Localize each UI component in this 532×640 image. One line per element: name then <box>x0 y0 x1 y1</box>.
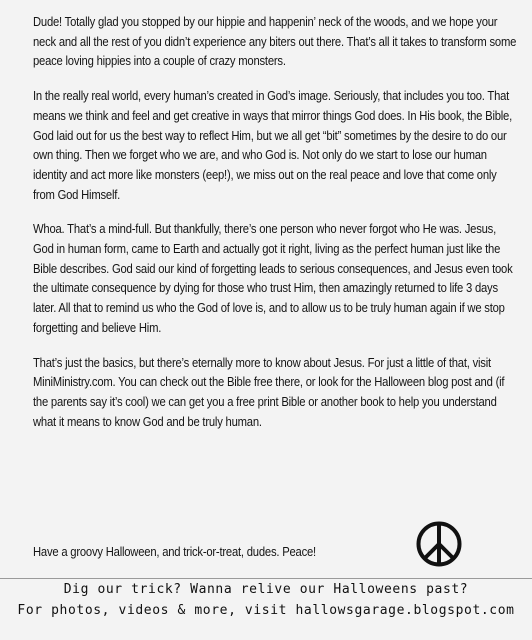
footer-divider <box>0 578 532 579</box>
footer-visit-link[interactable]: For photos, videos & more, visit hallowsgarage.blogspot.com <box>17 603 515 618</box>
peace-sign-icon <box>414 519 464 569</box>
paragraph-learn-more: That’s just the basics, but there’s eternally more to know about Jesus. For just a little of that, visit MiniMinistry.com. You can check out the Bible free there, or look for the Halloween blog post and (if the parents say it’s cool) we can get you a free print Bible or another book to help you understand what it means to know God and be truly human. <box>33 354 505 429</box>
letter-body <box>33 12 519 431</box>
paragraph-gods-image: In the really real world, every human’s created in God’s image. Seriously, that includes you too. That means we think and feel and get creative in ways that mirror things God does. In His book, the Bible, God laid out for us the best way to reflect Him, but we all get “bit” sometimes by the desire to do our own thing. Then we forget who we are, and who God is. Not only do we start to lose our human identity and act more like monsters (eep!), we miss out on the real peace and love that come only from God Himself. <box>33 88 513 202</box>
paragraph-jesus: Whoa. That’s a mind-full. But thankfully, there’s one person who never forgot who He was. Jesus, God in human form, came to Earth and actually got it right, living as the perfect human just like the Bible describes. God said our kind of forgetting leads to serious consequences, and Jesus even took the ultimate consequence by dying for those who trust Him, then amazingly returned to life 3 days later. All that to remind us who the God of love is, and to allow us to be truly human again if we stop forgetting and believe Him. <box>33 221 513 335</box>
signoff-text: Have a groovy Halloween, and trick-or-treat, dudes. Peace! <box>33 544 316 559</box>
paragraph-greeting: Dude! Totally glad you stopped by our hippie and happenin’ neck of the woods, and we hope your neck and all the rest of you didn’t experience any biters out there. That’s all it takes to transform some peace loving hippies into a couple of crazy monsters. <box>33 14 517 69</box>
footer-tagline: Dig our trick? Wanna relive our Halloweens past? <box>63 582 469 597</box>
